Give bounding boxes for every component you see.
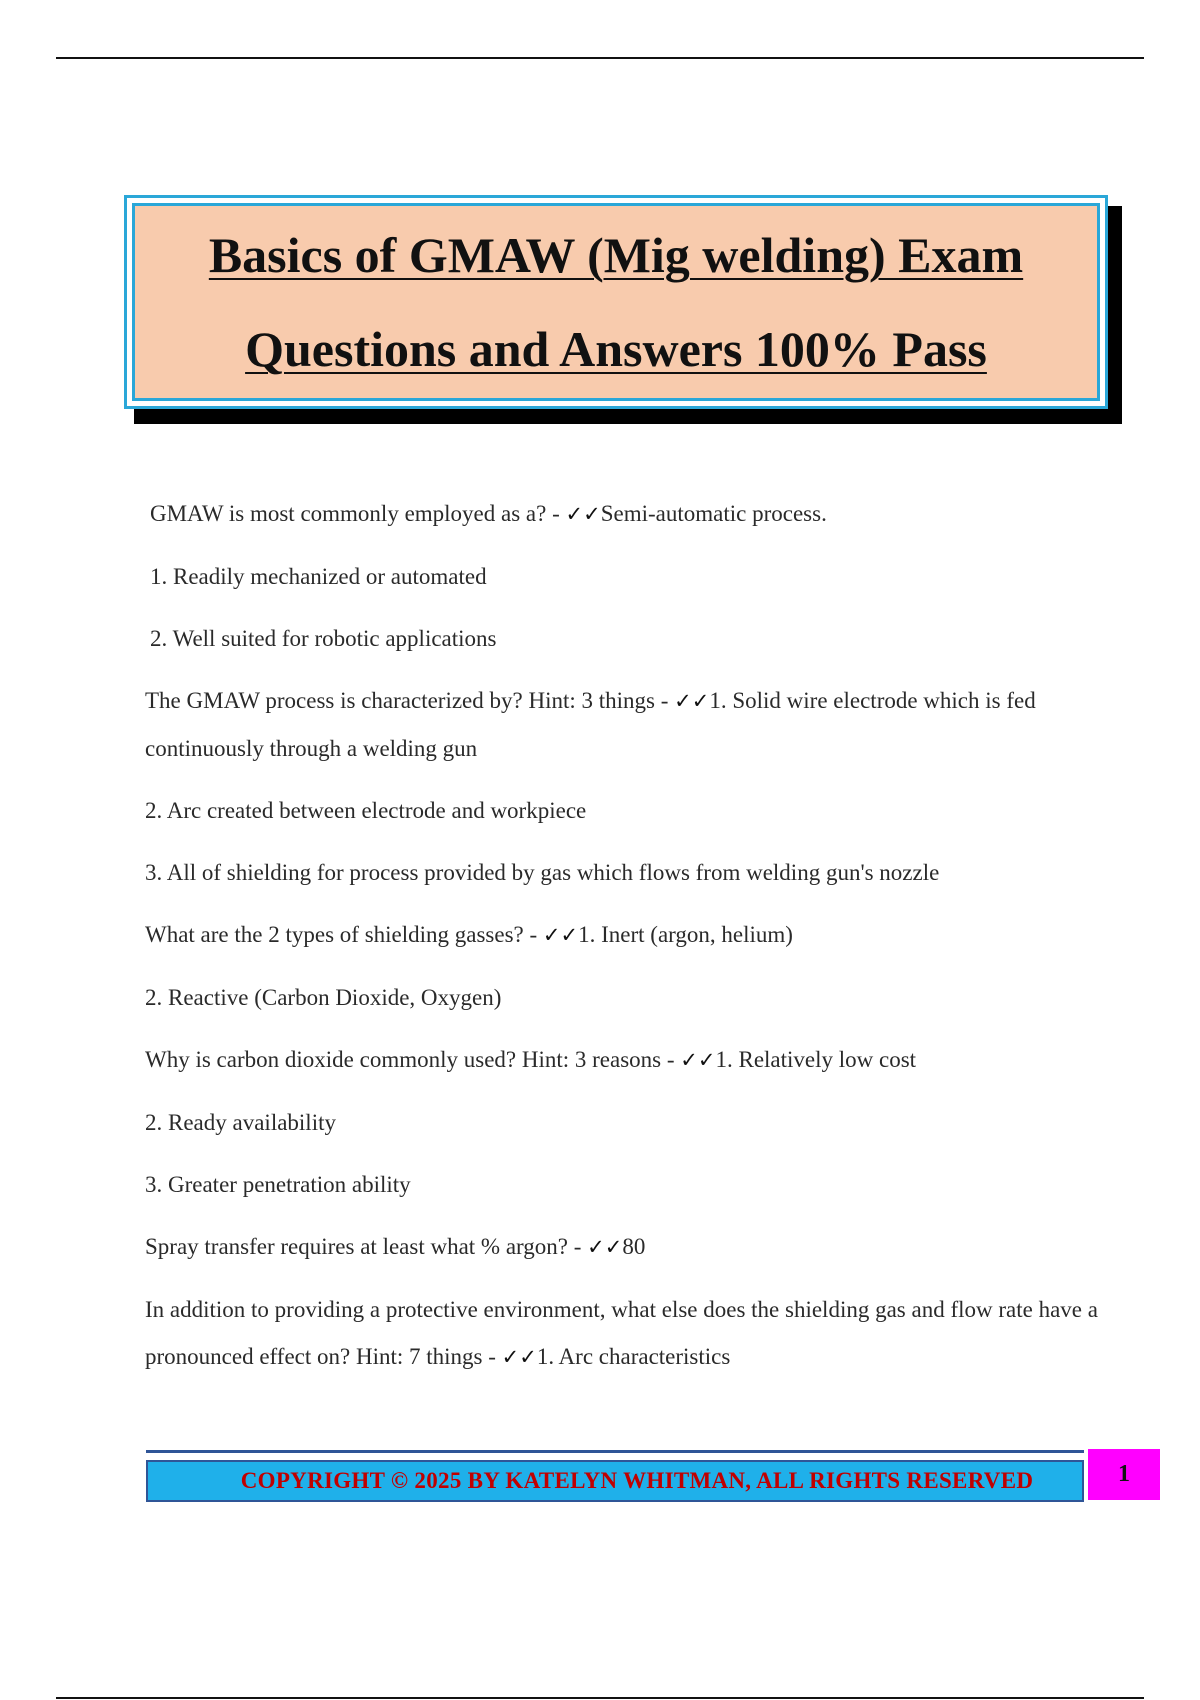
question-text: What are the 2 types of shielding gasses? - bbox=[145, 922, 543, 947]
title-line-2: Questions and Answers 100% Pass bbox=[245, 321, 987, 377]
answer-item: 3. Greater penetration ability bbox=[145, 1172, 411, 1197]
question-text: Why is carbon dioxide commonly used? Hint: 3 reasons - bbox=[145, 1047, 681, 1072]
check-mark-icon: ✓✓ bbox=[501, 1345, 537, 1369]
question-text: In addition to providing a protective environment, what else does the shielding gas and flow rate have a pronounced effect on? Hint: 7 things - bbox=[145, 1297, 1098, 1369]
answer-text: 80 bbox=[622, 1234, 646, 1259]
answer-item: 2. Well suited for robotic applications bbox=[150, 626, 497, 651]
page-number: 1 bbox=[1088, 1449, 1160, 1500]
check-mark-icon: ✓✓ bbox=[587, 1235, 623, 1259]
answer-item: 1. Readily mechanized or automated bbox=[150, 564, 487, 589]
check-mark-icon: ✓✓ bbox=[565, 502, 601, 526]
qa-question bbox=[145, 1286, 1105, 1381]
answer-text: 1. Solid wire electrode which is fed continuously through a welding gun bbox=[145, 688, 1036, 761]
check-mark-icon: ✓✓ bbox=[674, 689, 710, 713]
title-line-1: Basics of GMAW (Mig welding) Exam bbox=[208, 227, 1024, 283]
qa-question bbox=[145, 677, 1105, 772]
answer-text: 1. Relatively low cost bbox=[715, 1047, 917, 1072]
question-text: The GMAW process is characterized by? Hint: 3 things - bbox=[145, 688, 675, 713]
question-text: GMAW is most commonly employed as a? - bbox=[150, 501, 566, 526]
qa-question bbox=[145, 490, 1105, 538]
bottom-rule bbox=[56, 1697, 1144, 1699]
answer-item: 2. Reactive (Carbon Dioxide, Oxygen) bbox=[145, 985, 502, 1010]
qa-question bbox=[145, 911, 1105, 959]
check-mark-icon: ✓✓ bbox=[542, 923, 579, 947]
answer-text: 1. Arc characteristics bbox=[536, 1344, 731, 1369]
footer-rule bbox=[146, 1450, 1084, 1453]
answer-text: 1. Inert (argon, helium) bbox=[578, 922, 793, 947]
answer-text: Semi-automatic process. bbox=[600, 501, 827, 526]
copyright-text: COPYRIGHT © 2025 BY KATELYN WHITMAN, ALL RIGHTS RESERVED bbox=[240, 1468, 1034, 1493]
title-box bbox=[124, 195, 1108, 409]
footer-bar bbox=[146, 1460, 1084, 1502]
answer-item: 2. Ready availability bbox=[145, 1110, 336, 1135]
answer-item: 2. Arc created between electrode and workpiece bbox=[145, 798, 587, 823]
qa-content bbox=[145, 490, 1105, 1396]
question-text: Spray transfer requires at least what % argon? - bbox=[145, 1234, 588, 1259]
top-rule bbox=[56, 57, 1144, 59]
answer-item: 3. All of shielding for process provided by gas which flows from welding gun's nozzle bbox=[145, 860, 940, 885]
qa-question bbox=[145, 1036, 1105, 1084]
qa-question bbox=[145, 1223, 1105, 1271]
title-inner bbox=[132, 203, 1100, 401]
check-mark-icon: ✓✓ bbox=[680, 1048, 716, 1072]
